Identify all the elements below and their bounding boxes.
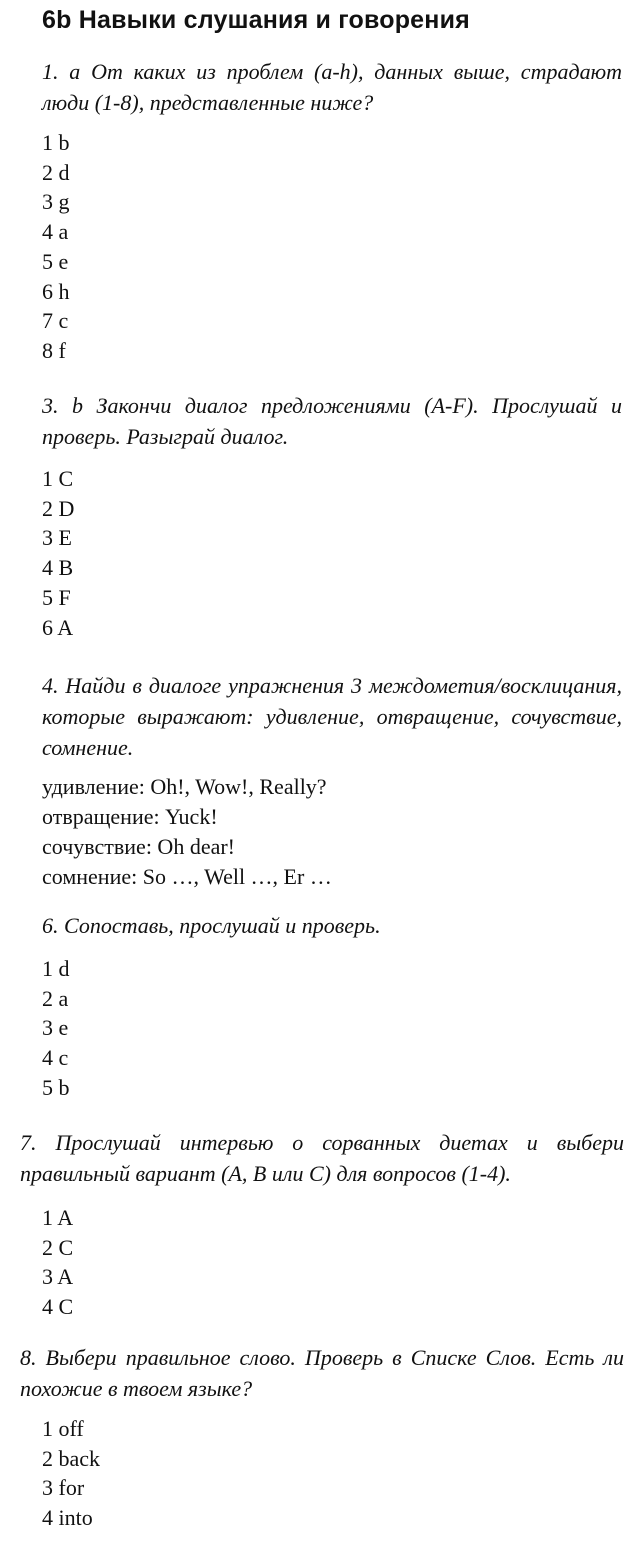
answer-item: 3 e <box>42 1015 69 1041</box>
exercise-4-answers <box>42 772 332 892</box>
exercise-8-instruction: 8. Выбери правильное слово. Проверь в Списке Слов. Есть ли похожие в твоем языке? <box>20 1345 624 1401</box>
interjection-item: сомнение: So …, Well …, Er … <box>42 864 332 889</box>
answer-item: 5 e <box>42 248 69 274</box>
answer-item: 4 C <box>42 1294 74 1320</box>
answer-item: 2 C <box>42 1234 74 1260</box>
exercise-7-answers <box>42 1203 73 1322</box>
exercise-1-answers <box>42 128 70 366</box>
answer-item: 8 f <box>42 337 66 363</box>
answer-item: 7 c <box>42 308 69 334</box>
interjection-item: удивление: Oh!, Wow!, Really? <box>42 774 327 799</box>
answer-item: 2 D <box>42 495 75 521</box>
exercise-8-answers <box>42 1414 100 1533</box>
exercise-7-instruction: 7. Прослушай интервью о сорванных диетах и выбери правильный вариант (A, B или C) для вопросов (1-4). <box>20 1130 624 1186</box>
answer-item: 4 a <box>42 219 69 245</box>
exercise-4-instruction: 4. Найди в диалоге упражнения 3 междометия/восклицания, которые выражают: удивление, отвращение, сочувствие, сомнение. <box>42 673 622 760</box>
answer-item: 2 d <box>42 159 70 185</box>
answer-item: 6 h <box>42 278 70 304</box>
answer-item: 6 A <box>42 614 74 640</box>
page-title: 6b Навыки слушания и говорения <box>42 6 470 34</box>
answer-item: 1 off <box>42 1416 84 1441</box>
exercise-3-instruction: 3. b Закончи диалог предложениями (A-F). Прослушай и проверь. Разыграй диалог. <box>42 393 622 449</box>
answer-item: 3 A <box>42 1264 74 1290</box>
answer-item: 5 b <box>42 1074 70 1100</box>
answer-item: 2 a <box>42 985 69 1011</box>
exercise-6-instruction: 6. Сопоставь, прослушай и проверь. <box>42 913 381 938</box>
interjection-item: сочувствие: Oh dear! <box>42 834 236 859</box>
interjection-item: отвращение: Yuck! <box>42 804 218 829</box>
answer-item: 3 for <box>42 1475 85 1501</box>
answer-item: 4 into <box>42 1505 93 1531</box>
answer-item: 1 C <box>42 466 74 491</box>
answer-item: 4 c <box>42 1045 69 1071</box>
exercise-1-instruction: 1. a От каких из проблем (a-h), данных выше, страдают люди (1-8), представленные ниже? <box>42 59 622 115</box>
answer-item: 1 d <box>42 956 70 981</box>
answer-item: 2 back <box>42 1445 101 1471</box>
answer-item: 4 B <box>42 555 74 581</box>
answer-item: 3 g <box>42 189 70 215</box>
answer-item: 3 E <box>42 525 72 551</box>
answer-item: 1 b <box>42 130 70 155</box>
exercise-3-answers <box>42 464 74 642</box>
answer-item: 1 A <box>42 1205 74 1230</box>
exercise-6-answers <box>42 954 70 1103</box>
answer-item: 5 F <box>42 584 71 610</box>
